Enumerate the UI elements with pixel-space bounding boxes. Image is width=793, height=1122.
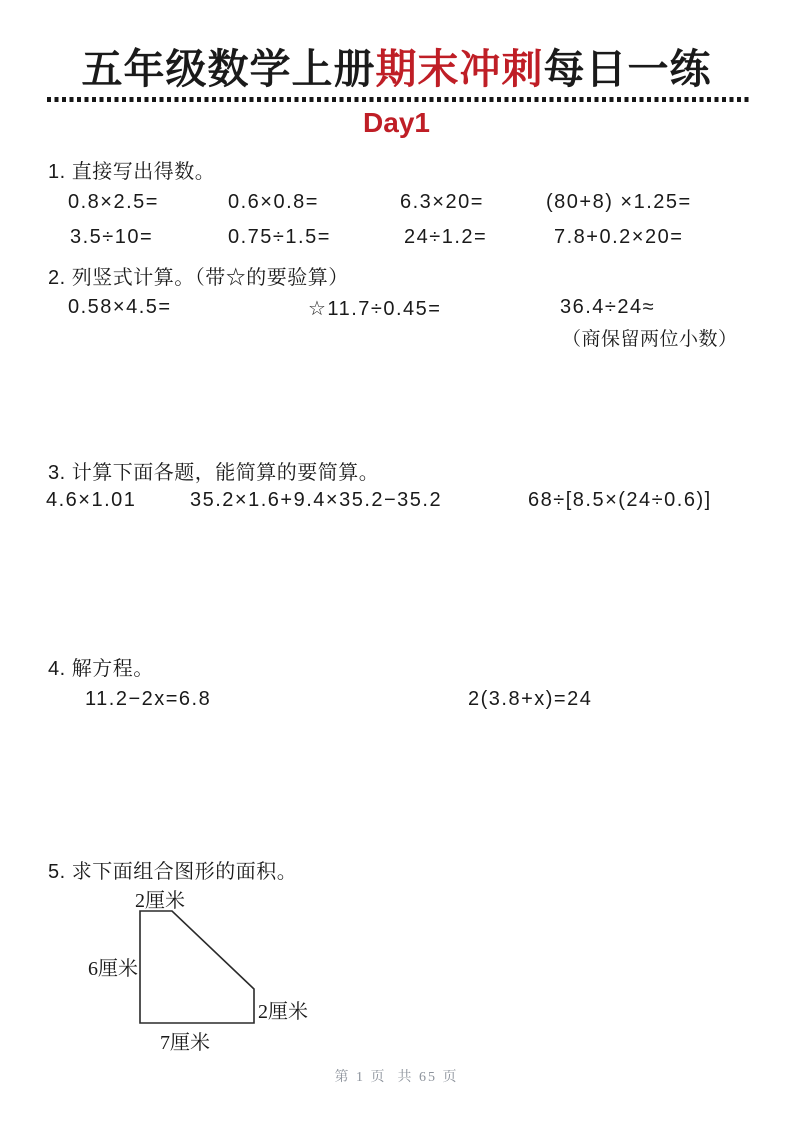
q1-row2-expr-3: 24÷1.2=: [404, 226, 488, 248]
q1-row1-expr-2: 0.6×0.8=: [228, 191, 319, 213]
pentagon-outline: [140, 911, 254, 1023]
q1-row1-expr-3: 6.3×20=: [400, 191, 484, 213]
q3-heading: 3. 计算下面各题，能简算的要简算。: [48, 462, 380, 484]
fig-label-bottom: 7厘米: [160, 1032, 210, 1054]
q3-expr-1: 4.6×1.01: [46, 489, 137, 511]
q2-expr-1: 0.58×4.5=: [68, 296, 172, 318]
q2-heading: 2. 列竖式计算。（带☆的要验算）: [48, 267, 349, 289]
q2-expr-2-starred: ☆11.7÷0.45=: [308, 298, 442, 320]
q3-expr-3: 68÷[8.5×(24÷0.6)]: [528, 489, 712, 511]
title-red-highlight: 期末冲刺: [375, 46, 544, 92]
title-black-right: 每日一练: [543, 46, 712, 92]
q3-expr-2: 35.2×1.6+9.4×35.2−35.2: [190, 489, 443, 511]
page-title: [0, 36, 793, 95]
q5-heading: 5. 求下面组合图形的面积。: [48, 861, 298, 883]
q4-equation-1: 11.2−2x=6.8: [85, 688, 212, 710]
q4-heading: 4. 解方程。: [48, 658, 154, 680]
fig-label-left: 6厘米: [88, 958, 138, 980]
fig-label-right: 2厘米: [258, 1001, 308, 1023]
q1-row2-expr-1: 3.5÷10=: [70, 226, 154, 248]
fig-label-top: 2厘米: [135, 890, 185, 912]
title-black-left: 五年级数学上册: [81, 46, 376, 92]
q1-row2-expr-4: 7.8+0.2×20=: [554, 226, 684, 248]
q4-equation-2: 2(3.8+x)=24: [468, 688, 593, 710]
q2-rounding-note: （商保留两位小数）: [562, 329, 738, 350]
page-number-footer: 第 1 页 共 65 页: [334, 1070, 459, 1085]
day-label: Day1: [363, 107, 430, 138]
dotted-divider: [47, 97, 749, 102]
q1-row2-expr-2: 0.75÷1.5=: [228, 226, 331, 248]
q2-expr-3: 36.4÷24≈: [560, 296, 656, 318]
q1-heading: 1. 直接写出得数。: [48, 161, 216, 183]
q1-row1-expr-1: 0.8×2.5=: [68, 191, 159, 213]
q1-row1-expr-4: (80+8) ×1.25=: [546, 191, 692, 213]
